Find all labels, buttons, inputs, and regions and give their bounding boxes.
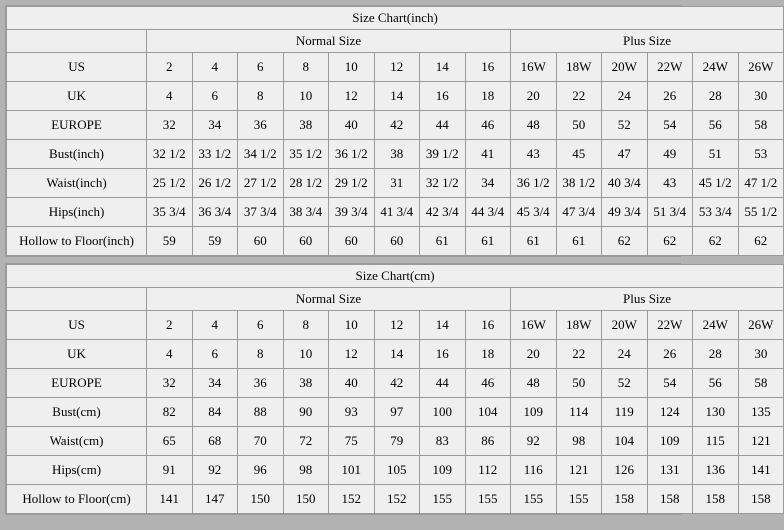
cell: 130 bbox=[693, 398, 739, 427]
group-normal-size: Normal Size bbox=[147, 30, 511, 53]
group-row-blank bbox=[7, 30, 147, 53]
cell: 52 bbox=[602, 369, 648, 398]
cell: 50 bbox=[556, 369, 602, 398]
size-chart-inch-table bbox=[6, 6, 784, 256]
row-label: US bbox=[7, 53, 147, 82]
size-chart-inch bbox=[5, 5, 778, 257]
group-plus-size: Plus Size bbox=[511, 30, 784, 53]
cell: 12 bbox=[329, 82, 375, 111]
cell: 61 bbox=[511, 227, 557, 256]
row-label: Bust(inch) bbox=[7, 140, 147, 169]
cell: 155 bbox=[511, 485, 557, 514]
cell: 26W bbox=[738, 311, 784, 340]
cell: 62 bbox=[647, 227, 693, 256]
cell: 36 bbox=[238, 369, 284, 398]
cell: 22W bbox=[647, 53, 693, 82]
cell: 37 3/4 bbox=[238, 198, 284, 227]
cell: 24 bbox=[602, 82, 648, 111]
cell: 38 bbox=[283, 369, 329, 398]
cell: 24W bbox=[693, 53, 739, 82]
cell: 26 bbox=[647, 340, 693, 369]
table-row bbox=[7, 169, 784, 198]
cell: 20W bbox=[602, 53, 648, 82]
cell: 4 bbox=[192, 311, 238, 340]
cell: 158 bbox=[693, 485, 739, 514]
chart-title-row bbox=[7, 265, 784, 288]
cell: 53 3/4 bbox=[693, 198, 739, 227]
cell: 121 bbox=[738, 427, 784, 456]
cell: 52 bbox=[602, 111, 648, 140]
cell: 60 bbox=[374, 227, 420, 256]
cell: 42 3/4 bbox=[420, 198, 466, 227]
row-label: UK bbox=[7, 82, 147, 111]
cell: 44 bbox=[420, 111, 466, 140]
cell: 59 bbox=[147, 227, 193, 256]
cell: 2 bbox=[147, 311, 193, 340]
row-label: EUROPE bbox=[7, 369, 147, 398]
cell: 100 bbox=[420, 398, 466, 427]
cell: 83 bbox=[420, 427, 466, 456]
table-row bbox=[7, 111, 784, 140]
cell: 51 bbox=[693, 140, 739, 169]
cell: 10 bbox=[329, 53, 375, 82]
cell: 28 bbox=[693, 82, 739, 111]
cell: 25 1/2 bbox=[147, 169, 193, 198]
cell: 6 bbox=[238, 311, 284, 340]
cell: 150 bbox=[238, 485, 284, 514]
table-row bbox=[7, 227, 784, 256]
cell: 16 bbox=[420, 340, 466, 369]
cell: 96 bbox=[238, 456, 284, 485]
cell: 39 3/4 bbox=[329, 198, 375, 227]
table-row bbox=[7, 82, 784, 111]
row-label: Hips(cm) bbox=[7, 456, 147, 485]
cell: 10 bbox=[329, 311, 375, 340]
cell: 92 bbox=[511, 427, 557, 456]
cell: 131 bbox=[647, 456, 693, 485]
cell: 20W bbox=[602, 311, 648, 340]
cell: 152 bbox=[329, 485, 375, 514]
cell: 14 bbox=[374, 82, 420, 111]
cell: 141 bbox=[738, 456, 784, 485]
cell: 119 bbox=[602, 398, 648, 427]
cell: 98 bbox=[556, 427, 602, 456]
cell: 90 bbox=[283, 398, 329, 427]
cell: 104 bbox=[465, 398, 511, 427]
cell: 155 bbox=[556, 485, 602, 514]
row-label: EUROPE bbox=[7, 111, 147, 140]
cell: 136 bbox=[693, 456, 739, 485]
row-label: Waist(inch) bbox=[7, 169, 147, 198]
table-row bbox=[7, 198, 784, 227]
cell: 55 1/2 bbox=[738, 198, 784, 227]
cell: 4 bbox=[192, 53, 238, 82]
cell: 112 bbox=[465, 456, 511, 485]
cell: 48 bbox=[511, 369, 557, 398]
cell: 36 bbox=[238, 111, 284, 140]
cell: 38 3/4 bbox=[283, 198, 329, 227]
cell: 22 bbox=[556, 82, 602, 111]
row-label: Hollow to Floor(cm) bbox=[7, 485, 147, 514]
cell: 79 bbox=[374, 427, 420, 456]
cell: 38 bbox=[283, 111, 329, 140]
cell: 34 1/2 bbox=[238, 140, 284, 169]
cell: 75 bbox=[329, 427, 375, 456]
cell: 34 bbox=[192, 111, 238, 140]
cell: 115 bbox=[693, 427, 739, 456]
cell: 22 bbox=[556, 340, 602, 369]
table-row bbox=[7, 398, 784, 427]
cell: 24 bbox=[602, 340, 648, 369]
table-row bbox=[7, 53, 784, 82]
size-chart-cm bbox=[5, 263, 774, 515]
cell: 61 bbox=[556, 227, 602, 256]
cell: 40 bbox=[329, 369, 375, 398]
cell: 4 bbox=[147, 340, 193, 369]
cell: 29 1/2 bbox=[329, 169, 375, 198]
cell: 68 bbox=[192, 427, 238, 456]
cell: 60 bbox=[238, 227, 284, 256]
cell: 152 bbox=[374, 485, 420, 514]
cell: 20 bbox=[511, 82, 557, 111]
cell: 35 3/4 bbox=[147, 198, 193, 227]
cell: 16W bbox=[511, 53, 557, 82]
cell: 46 bbox=[465, 111, 511, 140]
table-row bbox=[7, 485, 784, 514]
cell: 44 bbox=[420, 369, 466, 398]
cell: 42 bbox=[374, 111, 420, 140]
cell: 45 bbox=[556, 140, 602, 169]
cell: 10 bbox=[283, 340, 329, 369]
cell: 53 bbox=[738, 140, 784, 169]
cell: 38 1/2 bbox=[556, 169, 602, 198]
cell: 18W bbox=[556, 311, 602, 340]
cell: 62 bbox=[693, 227, 739, 256]
cell: 62 bbox=[602, 227, 648, 256]
cell: 82 bbox=[147, 398, 193, 427]
cell: 12 bbox=[374, 311, 420, 340]
cell: 39 1/2 bbox=[420, 140, 466, 169]
cell: 8 bbox=[283, 53, 329, 82]
cell: 30 bbox=[738, 340, 784, 369]
cell: 126 bbox=[602, 456, 648, 485]
cell: 61 bbox=[420, 227, 466, 256]
group-plus-size: Plus Size bbox=[511, 288, 784, 311]
chart-title: Size Chart(cm) bbox=[7, 265, 784, 288]
group-row-blank bbox=[7, 288, 147, 311]
cell: 14 bbox=[420, 311, 466, 340]
cell: 116 bbox=[511, 456, 557, 485]
cell: 155 bbox=[420, 485, 466, 514]
cell: 58 bbox=[738, 369, 784, 398]
cell: 18 bbox=[465, 82, 511, 111]
size-chart-cm-table bbox=[6, 264, 784, 514]
cell: 38 bbox=[374, 140, 420, 169]
cell: 42 bbox=[374, 369, 420, 398]
row-label: Bust(cm) bbox=[7, 398, 147, 427]
cell: 41 bbox=[465, 140, 511, 169]
table-row bbox=[7, 456, 784, 485]
cell: 8 bbox=[238, 82, 284, 111]
cell: 147 bbox=[192, 485, 238, 514]
cell: 4 bbox=[147, 82, 193, 111]
cell: 30 bbox=[738, 82, 784, 111]
cell: 8 bbox=[283, 311, 329, 340]
cell: 93 bbox=[329, 398, 375, 427]
cell: 36 1/2 bbox=[329, 140, 375, 169]
cell: 12 bbox=[374, 53, 420, 82]
cell: 121 bbox=[556, 456, 602, 485]
cell: 141 bbox=[147, 485, 193, 514]
cell: 158 bbox=[738, 485, 784, 514]
cell: 104 bbox=[602, 427, 648, 456]
cell: 14 bbox=[420, 53, 466, 82]
cell: 58 bbox=[738, 111, 784, 140]
table-row bbox=[7, 369, 784, 398]
cell: 105 bbox=[374, 456, 420, 485]
chart-group-row bbox=[7, 30, 784, 53]
cell: 26W bbox=[738, 53, 784, 82]
cell: 27 1/2 bbox=[238, 169, 284, 198]
cell: 65 bbox=[147, 427, 193, 456]
cell: 18 bbox=[465, 340, 511, 369]
cell: 60 bbox=[283, 227, 329, 256]
cell: 26 1/2 bbox=[192, 169, 238, 198]
cell: 47 3/4 bbox=[556, 198, 602, 227]
cell: 158 bbox=[602, 485, 648, 514]
cell: 47 bbox=[602, 140, 648, 169]
cell: 46 bbox=[465, 369, 511, 398]
cell: 16W bbox=[511, 311, 557, 340]
cell: 114 bbox=[556, 398, 602, 427]
cell: 31 bbox=[374, 169, 420, 198]
cell: 35 1/2 bbox=[283, 140, 329, 169]
cell: 86 bbox=[465, 427, 511, 456]
cell: 16 bbox=[465, 311, 511, 340]
cell: 33 1/2 bbox=[192, 140, 238, 169]
cell: 49 bbox=[647, 140, 693, 169]
cell: 135 bbox=[738, 398, 784, 427]
cell: 44 3/4 bbox=[465, 198, 511, 227]
cell: 150 bbox=[283, 485, 329, 514]
cell: 54 bbox=[647, 369, 693, 398]
cell: 36 1/2 bbox=[511, 169, 557, 198]
cell: 22W bbox=[647, 311, 693, 340]
cell: 10 bbox=[283, 82, 329, 111]
cell: 28 1/2 bbox=[283, 169, 329, 198]
cell: 62 bbox=[738, 227, 784, 256]
cell: 155 bbox=[465, 485, 511, 514]
cell: 36 3/4 bbox=[192, 198, 238, 227]
cell: 56 bbox=[693, 111, 739, 140]
cell: 34 bbox=[192, 369, 238, 398]
table-row bbox=[7, 427, 784, 456]
cell: 20 bbox=[511, 340, 557, 369]
chart-title-row bbox=[7, 7, 784, 30]
table-row bbox=[7, 140, 784, 169]
cell: 14 bbox=[374, 340, 420, 369]
cell: 61 bbox=[465, 227, 511, 256]
cell: 91 bbox=[147, 456, 193, 485]
cell: 28 bbox=[693, 340, 739, 369]
cell: 45 1/2 bbox=[693, 169, 739, 198]
row-label: Hips(inch) bbox=[7, 198, 147, 227]
cell: 54 bbox=[647, 111, 693, 140]
cell: 18W bbox=[556, 53, 602, 82]
cell: 40 3/4 bbox=[602, 169, 648, 198]
cell: 56 bbox=[693, 369, 739, 398]
cell: 32 1/2 bbox=[420, 169, 466, 198]
cell: 48 bbox=[511, 111, 557, 140]
cell: 59 bbox=[192, 227, 238, 256]
cell: 6 bbox=[192, 340, 238, 369]
row-label: Waist(cm) bbox=[7, 427, 147, 456]
cell: 50 bbox=[556, 111, 602, 140]
row-label: UK bbox=[7, 340, 147, 369]
cell: 43 bbox=[511, 140, 557, 169]
cell: 98 bbox=[283, 456, 329, 485]
chart-title: Size Chart(inch) bbox=[7, 7, 784, 30]
cell: 101 bbox=[329, 456, 375, 485]
cell: 2 bbox=[147, 53, 193, 82]
cell: 43 bbox=[647, 169, 693, 198]
cell: 6 bbox=[238, 53, 284, 82]
cell: 6 bbox=[192, 82, 238, 111]
cell: 47 1/2 bbox=[738, 169, 784, 198]
table-row bbox=[7, 311, 784, 340]
cell: 41 3/4 bbox=[374, 198, 420, 227]
chart-group-row bbox=[7, 288, 784, 311]
cell: 97 bbox=[374, 398, 420, 427]
cell: 32 bbox=[147, 369, 193, 398]
cell: 32 bbox=[147, 111, 193, 140]
cell: 109 bbox=[511, 398, 557, 427]
cell: 24W bbox=[693, 311, 739, 340]
cell: 92 bbox=[192, 456, 238, 485]
cell: 109 bbox=[420, 456, 466, 485]
cell: 109 bbox=[647, 427, 693, 456]
cell: 34 bbox=[465, 169, 511, 198]
cell: 32 1/2 bbox=[147, 140, 193, 169]
cell: 49 3/4 bbox=[602, 198, 648, 227]
cell: 12 bbox=[329, 340, 375, 369]
cell: 124 bbox=[647, 398, 693, 427]
cell: 60 bbox=[329, 227, 375, 256]
cell: 45 3/4 bbox=[511, 198, 557, 227]
cell: 16 bbox=[420, 82, 466, 111]
cell: 88 bbox=[238, 398, 284, 427]
group-normal-size: Normal Size bbox=[147, 288, 511, 311]
row-label: Hollow to Floor(inch) bbox=[7, 227, 147, 256]
cell: 70 bbox=[238, 427, 284, 456]
row-label: US bbox=[7, 311, 147, 340]
cell: 8 bbox=[238, 340, 284, 369]
cell: 26 bbox=[647, 82, 693, 111]
cell: 16 bbox=[465, 53, 511, 82]
cell: 158 bbox=[647, 485, 693, 514]
cell: 51 3/4 bbox=[647, 198, 693, 227]
cell: 72 bbox=[283, 427, 329, 456]
table-row bbox=[7, 340, 784, 369]
cell: 40 bbox=[329, 111, 375, 140]
cell: 84 bbox=[192, 398, 238, 427]
